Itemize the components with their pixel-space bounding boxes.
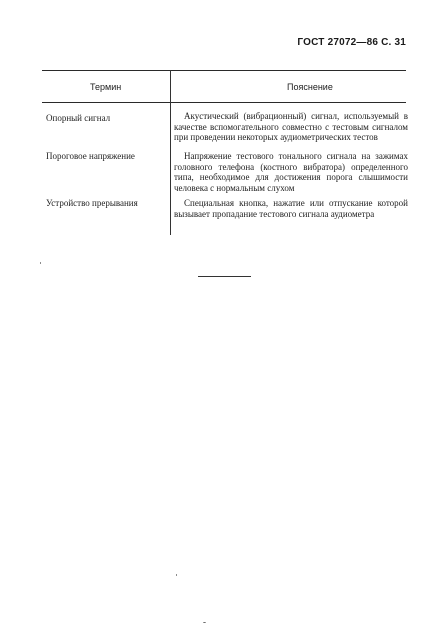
column-header-explanation: Пояснение	[287, 82, 333, 92]
table-row-explanation: Напряжение тестового тонального сигнала на зажимах головного телефона (костного вибратора) определенного типа, необходимое для достижения порога слышимости человека с нормальным слухом	[174, 151, 408, 193]
table-header-rule	[42, 102, 406, 103]
end-of-table-rule	[198, 276, 251, 277]
table-row-term: Пороговое напряжение	[46, 151, 135, 161]
scan-speck	[203, 622, 206, 623]
scan-speck	[176, 574, 177, 576]
table-row-term: Опорный сигнал	[46, 113, 111, 123]
table-row-explanation: Специальная кнопка, нажатие или отпускание которой вызывает пропадание тестового сигнала аудиометра	[174, 198, 408, 219]
column-header-term: Термин	[90, 82, 122, 92]
table-row-term: Устройство прерывания	[46, 198, 138, 208]
page-header: ГОСТ 27072—86 С. 31	[297, 37, 406, 48]
table-top-rule	[42, 70, 406, 71]
table-row-explanation: Акустический (вибрационный) сигнал, используемый в качестве вспомогательного совместно с тестовым сигналом при проведении некоторых аудиометрических тестов	[174, 111, 408, 143]
column-divider	[170, 70, 171, 235]
scan-speck	[40, 262, 41, 264]
